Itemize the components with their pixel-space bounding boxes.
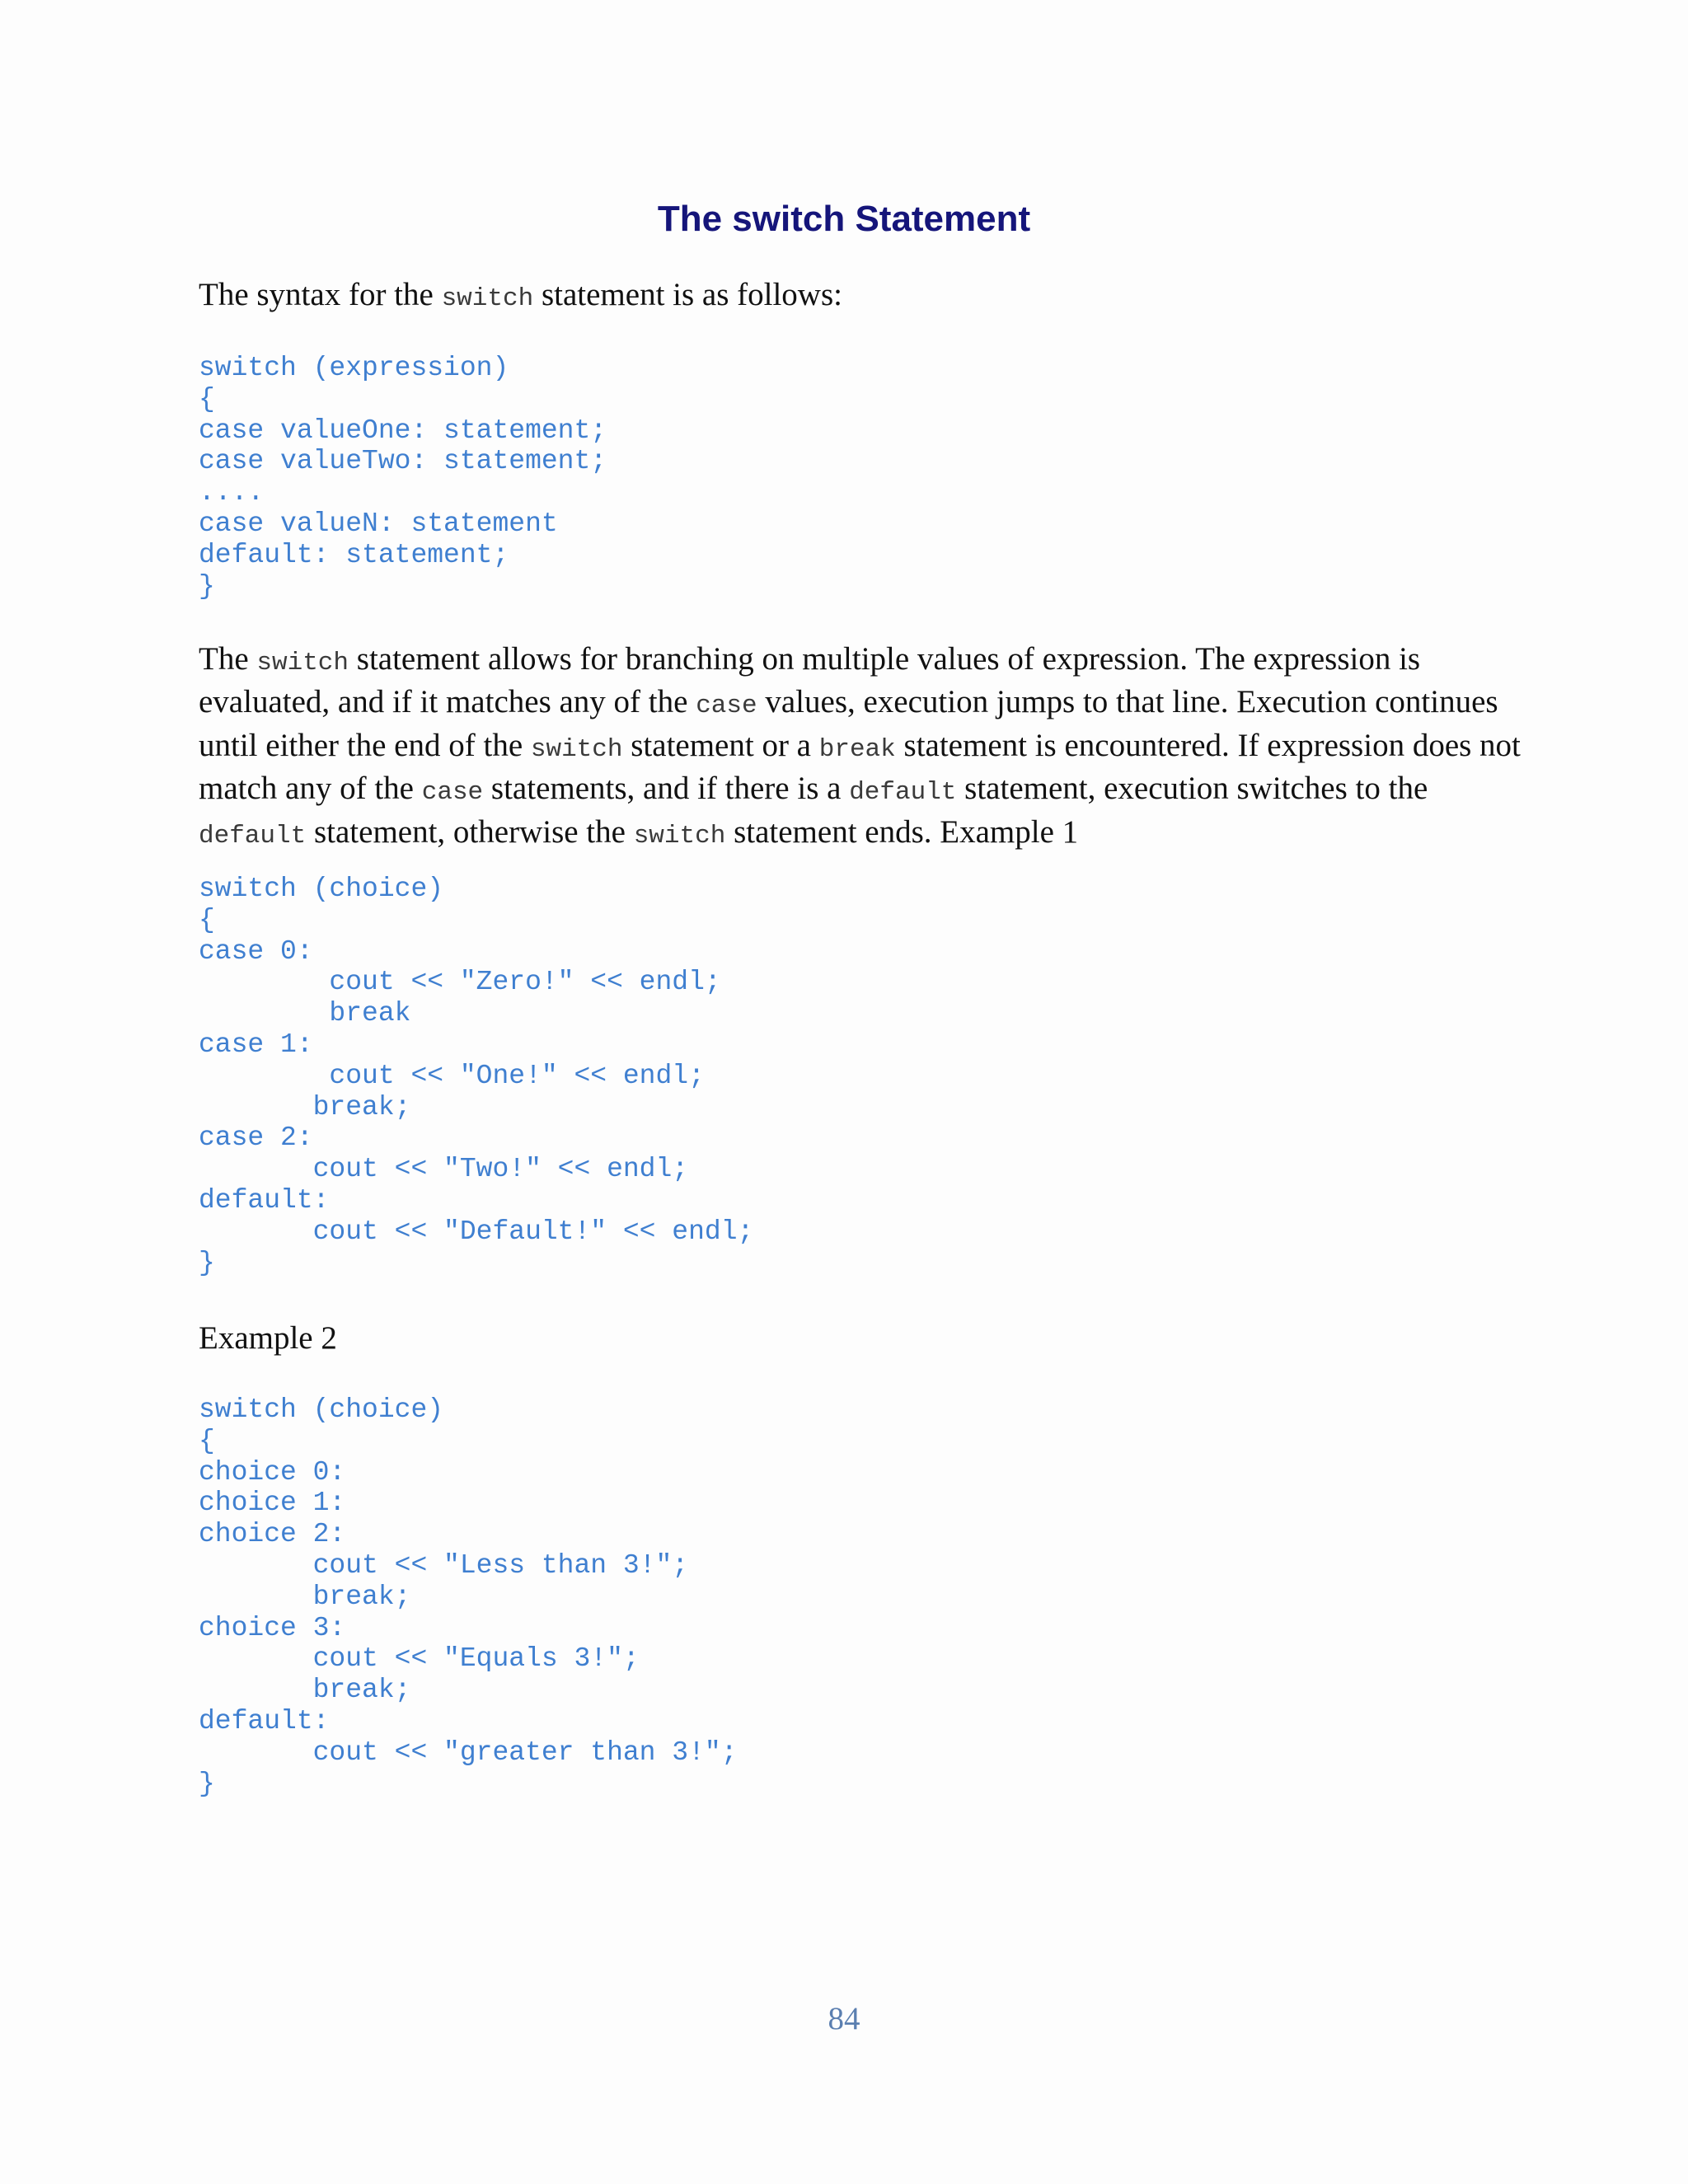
code-line: switch (choice) — [199, 1394, 444, 1425]
code-line: { — [199, 383, 215, 415]
code-line: default: — [199, 1705, 330, 1736]
example2-heading: Example 2 — [199, 1320, 337, 1356]
inline-code: default — [199, 821, 307, 851]
code-line: } — [199, 1247, 215, 1278]
code-line: { — [199, 1425, 215, 1456]
code-line: default: statement; — [199, 539, 509, 570]
code-line: break; — [199, 1581, 411, 1612]
code-line: break; — [199, 1675, 411, 1706]
code-line: cout << "Zero!" << endl; — [199, 967, 721, 998]
code-line: } — [199, 570, 215, 602]
code-line: choice 3: — [199, 1612, 346, 1643]
code-line: switch (choice) — [199, 874, 444, 904]
code-line: cout << "greater than 3!"; — [199, 1736, 738, 1768]
intro-paragraph — [199, 275, 1534, 318]
code-line: } — [199, 1768, 215, 1799]
code-line: cout << "Less than 3!"; — [199, 1549, 689, 1581]
code-line: cout << "Default!" << endl; — [199, 1216, 754, 1247]
code-line: { — [199, 904, 215, 935]
inline-code: switch — [530, 734, 623, 764]
example2-code-block — [199, 1394, 738, 1799]
inline-code: switch — [256, 649, 349, 677]
intro-text-before: The syntax for the — [199, 277, 442, 312]
code-line: cout << "One!" << endl; — [199, 1060, 705, 1091]
code-line: choice 1: — [199, 1488, 346, 1519]
code-line: case 0: — [199, 935, 313, 967]
description-text: The — [199, 641, 257, 677]
description-text: statement allows for branching on multiple values of expression. The expression is evaluated, and if it matches any of the — [199, 641, 1421, 720]
description-text: statement ends. Example 1 — [725, 813, 1079, 850]
inline-code: switch — [633, 821, 726, 851]
code-line: case valueOne: statement; — [199, 415, 607, 446]
inline-code: case — [696, 691, 757, 721]
description-text: statement or a — [622, 727, 819, 763]
page-title: The switch Statement — [657, 199, 1031, 239]
code-line: .... — [199, 477, 265, 509]
code-line: break; — [199, 1091, 411, 1122]
code-line: case valueTwo: statement; — [199, 446, 607, 477]
inline-code: default — [849, 778, 957, 808]
description-text: statement, otherwise the — [306, 813, 634, 850]
code-line: choice 0: — [199, 1456, 346, 1488]
description-paragraph — [199, 640, 1534, 855]
description-text: statement, execution switches to the — [956, 771, 1428, 807]
inline-code-switch: switch — [441, 284, 534, 313]
code-line: break — [199, 998, 411, 1029]
inline-code: case — [421, 778, 484, 808]
example1-code-block — [199, 874, 753, 1278]
code-line: default: — [199, 1184, 330, 1216]
syntax-code-block — [199, 353, 607, 602]
code-line: switch (expression) — [199, 353, 509, 383]
description-text: statement is encountered. If expression does not match any of the — [199, 727, 1521, 807]
inline-code: break — [818, 734, 896, 764]
code-line: case 1: — [199, 1029, 313, 1060]
code-line: cout << "Two!" << endl; — [199, 1154, 689, 1185]
code-line: cout << "Equals 3!"; — [199, 1643, 640, 1675]
code-line: choice 2: — [199, 1519, 346, 1550]
description-text: values, execution jumps to that line. Execution continues until either the end of the — [199, 684, 1498, 763]
code-line: case valueN: statement — [199, 508, 558, 539]
code-line: case 2: — [199, 1122, 313, 1154]
intro-text-after: statement is as follows: — [533, 277, 842, 312]
description-text: statements, and if there is a — [483, 771, 850, 807]
page-number: 84 — [828, 2001, 860, 2036]
